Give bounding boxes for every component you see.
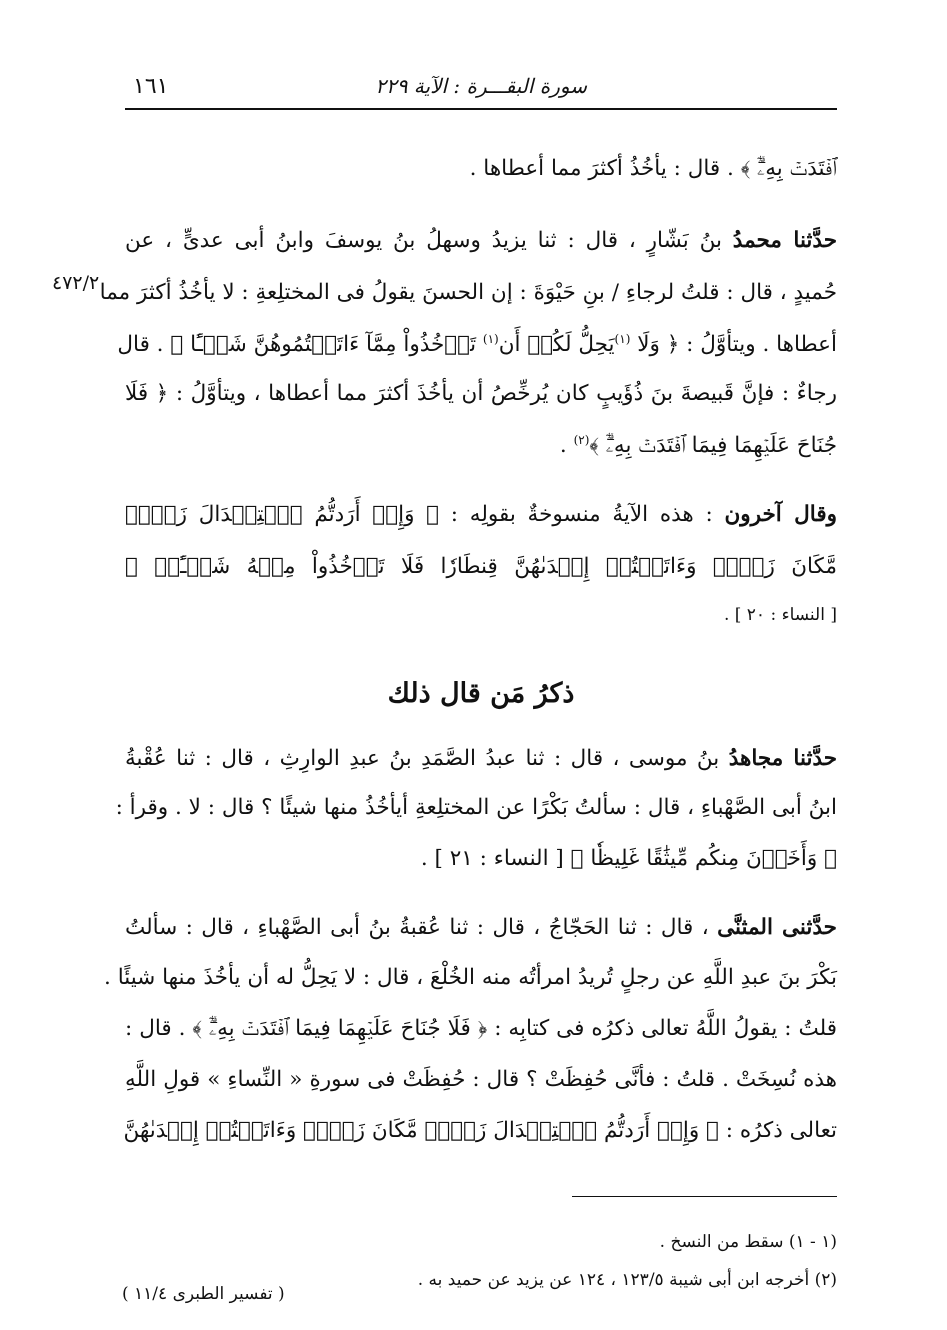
footnote-1: (١ - ١) سقط من النسخ . xyxy=(659,1232,837,1252)
text-run: ابنُ أبى الصَّهْباءِ ، قال : سألتُ بَكْرًا عن المختلِعةِ أيأخُذُ منها شيئًا ؟ قال : لا . وقرأ : xyxy=(115,795,837,820)
text-line xyxy=(125,607,837,624)
text-run: . xyxy=(559,433,574,459)
narrator-lead: حدَّثنا مجاهدُ xyxy=(728,746,837,771)
footnote-2: (٢) أخرجه ابن أبى شيبة ١٢٣/٥ ، ١٢٤ عن يزيد عن حميد به . xyxy=(417,1270,837,1290)
margin-reference: ٤٧٢/٢ xyxy=(52,272,100,294)
text-run: ﭐفۡتَدَتۡ بِهِۦٓۗ ﴾ . قال : يأخُذُ أكثرَ مما أعطاها . xyxy=(469,156,837,181)
running-title: سورة البقـــرة : الآية ٢٢٩ xyxy=(375,74,587,98)
text-run: أعطاها . ويتأوَّلُ : ﴿ وَلَا xyxy=(630,332,837,358)
text-run: يَحِلُّ لَكُمۡ أَن xyxy=(498,332,615,358)
text-run: ، قال : ثنا الحَجّاجُ ، قال : ثنا عُقبةُ بنُ أبى الصَّهْباءِ ، قال : سألتُ xyxy=(125,915,718,940)
footnote-marker: (٢) xyxy=(573,433,590,447)
text-run: بنُ بَشّارٍ ، قال : ثنا يزيدُ وسهلُ بنُ يوسفَ وابنُ أبى عدىٍّ ، عن xyxy=(125,228,733,253)
text-line xyxy=(115,795,837,820)
text-line xyxy=(104,965,837,990)
page-header xyxy=(125,68,837,110)
text-line xyxy=(125,504,837,526)
footnote-marker: (١) xyxy=(482,332,499,346)
text-line xyxy=(125,848,837,870)
text-run: تعالى ذكرُه : ﴿ وَإِنۡ أَرَدتُّمُ ٱسۡتِبۡدَالَ زَوۡجٖ مَّكَانَ زَوۡجٖ وَءَاتَيۡتُمۡ إِحۡدَىٰهُنَّ xyxy=(123,1118,837,1143)
footnote-rule xyxy=(572,1196,837,1197)
text-line xyxy=(99,280,837,305)
text-run: رجاءٌ : فإنَّ قَبيصةَ بنَ ذُؤَيبٍ كان يُرخِّصُ أن يأخُذَ أكثرَ مما أعطاها ، ويتأوَّلُ : ﴿ فَلَا xyxy=(125,381,837,406)
text-line xyxy=(125,158,837,180)
text-line xyxy=(125,556,837,578)
text-run: قلتُ : يقولُ اللَّهُ تعالى ذكرُه فى كتابِه : ﴿ فَلَا جُنَاحَ عَلَيۡهِمَا فِيمَا ٱفۡتَدَتۡ بِهِۦٓۗ ﴾ . قال : xyxy=(125,1016,837,1041)
narrator-lead: وقال آخرون xyxy=(724,502,837,527)
text-run: ﴿ وَأَخَذۡنَ مِنكُم مِّيثَٰقًا غَلِيظٗا ﴾ [ النساء : ٢١ ] . xyxy=(420,846,837,871)
footnote-marker: (١) xyxy=(614,332,631,346)
section-heading: ذكرُ مَن قال ذلك xyxy=(387,678,575,709)
page-footer: ( تفسير الطبرى ١١/٤ ) xyxy=(122,1284,285,1304)
text-line xyxy=(125,383,837,405)
text-run: مَّكَانَ زَوۡجٖ وَءَاتَيۡتُمۡ إِحۡدَىٰهُنَّ قِنطَارٗا فَلَا تَأۡخُذُواْ مِنۡهُ شَيۡـًٔاۚ ﴾ xyxy=(125,554,837,579)
text-line xyxy=(125,1069,837,1091)
narrator-lead: حدَّثنا محمدُ xyxy=(732,228,837,253)
text-run: تَأۡخُذُواْ مِمَّآ ءَاتَيۡتُمُوهُنَّ شَيۡـًٔا ﴾ . قال xyxy=(117,332,483,358)
text-line xyxy=(117,332,837,358)
text-run: جُنَاحَ عَلَيۡهِمَا فِيمَا ٱفۡتَدَتۡ بِهِۦٓۗ ﴾ xyxy=(589,433,837,459)
text-line xyxy=(125,230,837,252)
narrator-lead: حدَّثنى المثنَّى xyxy=(717,915,837,940)
text-run: بنُ موسى ، قال : ثنا عبدُ الصَّمَدِ بنُ عبدِ الوارِثِ ، قال : ثنا عُقْبةُ xyxy=(125,746,729,771)
text-run: حُميدٍ ، قال : قلتُ لرجاءِ / بنِ حَيْوَةَ : إن الحسنَ يقولُ فى المختلِعةِ : لا يأخُذُ أكثرَ مما xyxy=(99,280,837,305)
text-line xyxy=(125,1120,837,1142)
text-line xyxy=(125,434,837,457)
text-line xyxy=(125,1018,837,1040)
page-number: ١٦١ xyxy=(133,74,169,99)
text-line xyxy=(125,917,837,939)
text-run: [ النساء : ٢٠ ] . xyxy=(723,605,837,625)
text-run: بَكْرَ بنَ عبدِ اللَّهِ عن رجلٍ تُريدُ امرأتُه منه الخُلْعَ ، قال : لا يَحِلُّ له أن يأخُذَ منها شيئًا . xyxy=(104,965,837,990)
text-run: هذه نُسِخَتْ . قلتُ : فأنَّى حُفِظَتْ ؟ قال : حُفِظَتْ فى سورةِ « النِّساءِ » قولِ اللَّهِ xyxy=(125,1067,837,1092)
text-run: : هذه الآيةُ منسوخةٌ بقولِه : ﴿ وَإِنۡ أَرَدتُّمُ ٱسۡتِبۡدَالَ زَوۡجٖ xyxy=(125,502,725,527)
text-line xyxy=(125,748,837,770)
